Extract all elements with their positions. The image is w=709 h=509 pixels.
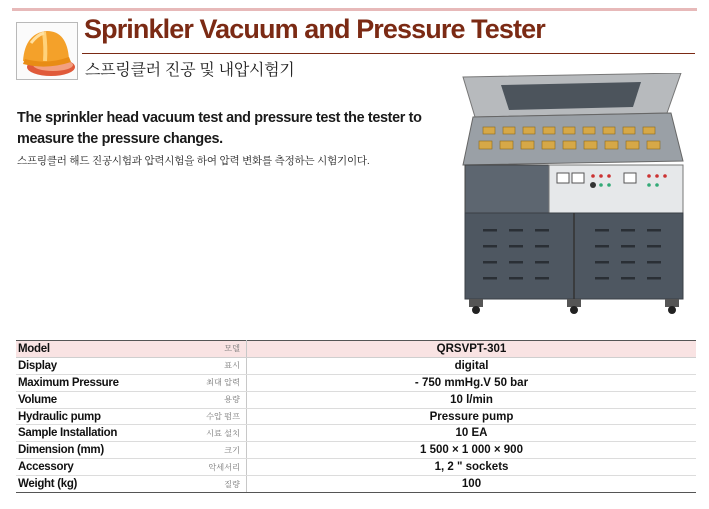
spec-value: 100 xyxy=(247,476,697,493)
specification-table xyxy=(16,340,696,493)
hard-hat-logo xyxy=(16,22,78,80)
table-row xyxy=(16,341,696,358)
spec-label: Volume xyxy=(16,391,190,408)
page-subtitle-korean: 스프링클러 진공 및 내압시험기 xyxy=(85,62,295,79)
table-row xyxy=(16,357,696,374)
spec-value: 10 EA xyxy=(247,425,697,442)
spec-value: - 750 mmHg.V 50 bar xyxy=(247,374,697,391)
spec-label-korean: 최대 압력 xyxy=(190,374,247,391)
top-rule xyxy=(12,8,697,11)
spec-value: digital xyxy=(247,357,697,374)
spec-value: QRSVPT-301 xyxy=(247,341,697,358)
spec-label-korean: 악세서리 xyxy=(190,459,247,476)
product-photo xyxy=(453,73,695,318)
spec-label-korean: 시료 설치 xyxy=(190,425,247,442)
spec-label: Dimension (mm) xyxy=(16,442,190,459)
spec-label-korean: 크기 xyxy=(190,442,247,459)
table-row xyxy=(16,425,696,442)
spec-label: Accessory xyxy=(16,459,190,476)
description-korean: 스프링클러 해드 진공시험과 압력시험을 하여 압력 변화를 측정하는 시험기이다. xyxy=(17,155,370,167)
table-row xyxy=(16,391,696,408)
spec-value: 1, 2 " sockets xyxy=(247,459,697,476)
title-underline xyxy=(82,53,695,54)
spec-label-korean: 용량 xyxy=(190,391,247,408)
spec-value: 10 l/min xyxy=(247,391,697,408)
table-row xyxy=(16,476,696,493)
spec-label-korean: 모델 xyxy=(190,341,247,358)
description-english: The sprinkler head vacuum test and pressure test the tester to measure the pressure changes. xyxy=(17,110,422,147)
table-row xyxy=(16,374,696,391)
spec-value: 1 500 × 1 000 × 900 xyxy=(247,442,697,459)
spec-label: Maximum Pressure xyxy=(16,374,190,391)
spec-label: Model xyxy=(16,341,190,358)
spec-label-korean: 수압 펌프 xyxy=(190,408,247,425)
spec-value: Pressure pump xyxy=(247,408,697,425)
spec-label: Weight (kg) xyxy=(16,476,190,493)
tester-machine-illustration xyxy=(453,73,695,318)
table-row xyxy=(16,442,696,459)
table-row xyxy=(16,408,696,425)
spec-label: Sample Installation xyxy=(16,425,190,442)
spec-label-korean: 표시 xyxy=(190,357,247,374)
table-row xyxy=(16,459,696,476)
spec-label-korean: 질량 xyxy=(190,476,247,493)
hard-hat-icon xyxy=(17,23,77,79)
page-title: Sprinkler Vacuum and Pressure Tester xyxy=(84,14,545,44)
spec-label: Display xyxy=(16,357,190,374)
spec-label: Hydraulic pump xyxy=(16,408,190,425)
